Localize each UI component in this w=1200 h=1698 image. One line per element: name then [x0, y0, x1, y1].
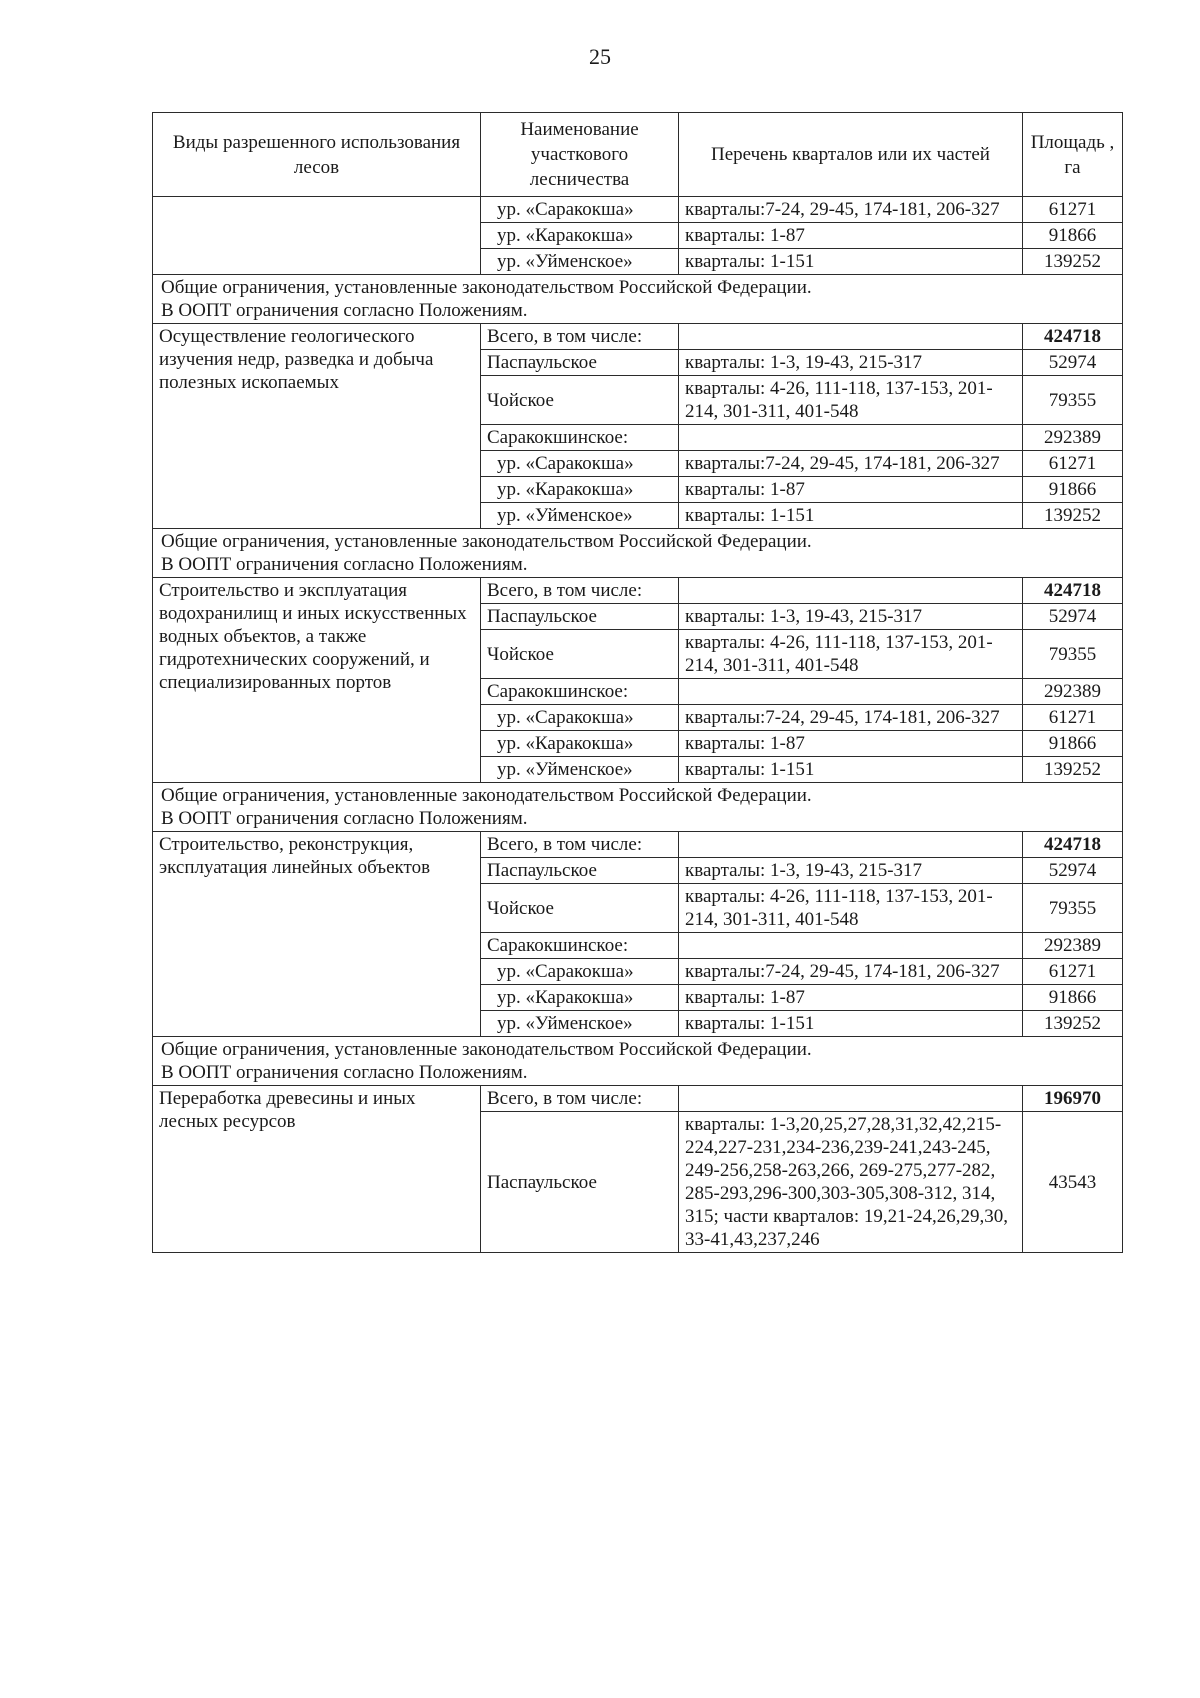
quarters-cell — [679, 425, 1023, 451]
area-cell: 79355 — [1023, 376, 1123, 425]
quarters-cell: кварталы:7-24, 29-45, 174-181, 206-327 — [679, 959, 1023, 985]
table-row — [153, 1086, 1123, 1112]
area-cell: 79355 — [1023, 884, 1123, 933]
note-row — [153, 783, 1123, 832]
forestry-cell: Саракокшинское: — [481, 933, 679, 959]
forestry-cell: ур. «Уйменское» — [481, 249, 679, 275]
area-cell: 139252 — [1023, 503, 1123, 529]
quarters-cell: кварталы: 1-87 — [679, 223, 1023, 249]
kind-cell — [153, 197, 481, 275]
area-cell: 91866 — [1023, 223, 1123, 249]
area-cell: 91866 — [1023, 477, 1123, 503]
quarters-cell: кварталы: 4-26, 111-118, 137-153, 201-214, 301-311, 401-548 — [679, 630, 1023, 679]
forestry-cell: Чойское — [481, 376, 679, 425]
quarters-cell: кварталы: 1-151 — [679, 1011, 1023, 1037]
note-cell — [153, 275, 1123, 324]
forest-use-table — [152, 112, 1123, 1253]
quarters-cell: кварталы:7-24, 29-45, 174-181, 206-327 — [679, 451, 1023, 477]
forestry-cell: Паспаульское — [481, 858, 679, 884]
quarters-cell — [679, 679, 1023, 705]
table-row — [153, 832, 1123, 858]
use-kind-cell: Строительство, реконструкция, эксплуатация линейных объектов — [153, 832, 481, 1037]
forestry-cell: ур. «Саракокша» — [481, 959, 679, 985]
note-general: Общие ограничения, установленные законодательством Российской Федерации. — [161, 1039, 812, 1060]
total-quarters-cell — [679, 578, 1023, 604]
header-area: Площадь , га — [1023, 113, 1123, 197]
note-oopt: В ООПТ ограничения согласно Положениям. — [161, 808, 528, 829]
area-cell: 79355 — [1023, 630, 1123, 679]
quarters-cell: кварталы: 4-26, 111-118, 137-153, 201-214, 301-311, 401-548 — [679, 884, 1023, 933]
area-cell: 52974 — [1023, 350, 1123, 376]
forestry-cell: Паспаульское — [481, 604, 679, 630]
forestry-cell: Паспаульское — [481, 1112, 679, 1253]
quarters-cell: кварталы: 1-3, 19-43, 215-317 — [679, 604, 1023, 630]
forestry-cell: ур. «Уйменское» — [481, 757, 679, 783]
area-cell: 292389 — [1023, 933, 1123, 959]
area-cell: 43543 — [1023, 1112, 1123, 1253]
area-cell: 292389 — [1023, 425, 1123, 451]
header-forestry: Наименование участкового лесничества — [481, 113, 679, 197]
total-quarters-cell — [679, 324, 1023, 350]
note-general: Общие ограничения, установленные законодательством Российской Федерации. — [161, 277, 812, 298]
note-general: Общие ограничения, установленные законодательством Российской Федерации. — [161, 531, 812, 552]
note-cell — [153, 1037, 1123, 1086]
quarters-cell: кварталы:7-24, 29-45, 174-181, 206-327 — [679, 705, 1023, 731]
quarters-cell: кварталы: 1-3,20,25,27,28,31,32,42,215-224,227-231,234-236,239-241,243-245, 249-256,258-263,266, 269-275,277-282, 285-293,296-300,303-305,308-312, 314, 315; части кварталов: 19,21-24,26,29,30, 33-41,43,237,246 — [679, 1112, 1023, 1253]
quarters-cell: кварталы: 1-151 — [679, 757, 1023, 783]
quarters-cell: кварталы:7-24, 29-45, 174-181, 206-327 — [679, 197, 1023, 223]
area-cell: 139252 — [1023, 1011, 1123, 1037]
page-number: 25 — [589, 44, 611, 69]
table-row — [153, 578, 1123, 604]
use-kind-cell: Переработка древесины и иных лесных ресурсов — [153, 1086, 481, 1253]
forestry-cell: Саракокшинское: — [481, 679, 679, 705]
quarters-cell: кварталы: 1-3, 19-43, 215-317 — [679, 350, 1023, 376]
forestry-cell: ур. «Каракокша» — [481, 477, 679, 503]
area-cell: 52974 — [1023, 858, 1123, 884]
total-quarters-cell — [679, 1086, 1023, 1112]
total-area-cell: 424718 — [1023, 832, 1123, 858]
note-general: Общие ограничения, установленные законодательством Российской Федерации. — [161, 785, 812, 806]
quarters-cell: кварталы: 1-151 — [679, 503, 1023, 529]
forestry-cell: ур. «Каракокша» — [481, 985, 679, 1011]
area-cell: 61271 — [1023, 197, 1123, 223]
area-cell: 61271 — [1023, 705, 1123, 731]
forestry-cell: Саракокшинское: — [481, 425, 679, 451]
total-label-cell: Всего, в том числе: — [481, 1086, 679, 1112]
table-body — [153, 197, 1123, 1253]
note-oopt: В ООПТ ограничения согласно Положениям. — [161, 554, 528, 575]
quarters-cell: кварталы: 1-87 — [679, 985, 1023, 1011]
area-cell: 292389 — [1023, 679, 1123, 705]
quarters-cell: кварталы: 1-87 — [679, 731, 1023, 757]
forestry-cell: ур. «Саракокша» — [481, 197, 679, 223]
area-cell: 61271 — [1023, 959, 1123, 985]
forestry-cell: ур. «Каракокша» — [481, 223, 679, 249]
note-row — [153, 1037, 1123, 1086]
total-label-cell: Всего, в том числе: — [481, 832, 679, 858]
quarters-cell: кварталы: 1-87 — [679, 477, 1023, 503]
forestry-cell: ур. «Уйменское» — [481, 1011, 679, 1037]
total-area-cell: 196970 — [1023, 1086, 1123, 1112]
table-row — [153, 197, 1123, 223]
forestry-cell: Паспаульское — [481, 350, 679, 376]
area-cell: 61271 — [1023, 451, 1123, 477]
area-cell: 91866 — [1023, 731, 1123, 757]
header-kind: Виды разрешенного использования лесов — [153, 113, 481, 197]
use-kind-cell: Строительство и эксплуатация водохранилищ и иных искусственных водных объектов, а также гидротехнических сооружений, и специализированных портов — [153, 578, 481, 783]
note-oopt: В ООПТ ограничения согласно Положениям. — [161, 1062, 528, 1083]
table-row — [153, 324, 1123, 350]
quarters-cell: кварталы: 4-26, 111-118, 137-153, 201-214, 301-311, 401-548 — [679, 376, 1023, 425]
table-header-row — [153, 113, 1123, 197]
forestry-cell: ур. «Саракокша» — [481, 451, 679, 477]
area-cell: 139252 — [1023, 249, 1123, 275]
total-area-cell: 424718 — [1023, 324, 1123, 350]
note-oopt: В ООПТ ограничения согласно Положениям. — [161, 300, 528, 321]
area-cell: 52974 — [1023, 604, 1123, 630]
note-row — [153, 275, 1123, 324]
quarters-cell: кварталы: 1-151 — [679, 249, 1023, 275]
area-cell: 139252 — [1023, 757, 1123, 783]
forestry-cell: ур. «Каракокша» — [481, 731, 679, 757]
forestry-cell: ур. «Саракокша» — [481, 705, 679, 731]
total-quarters-cell — [679, 832, 1023, 858]
total-area-cell: 424718 — [1023, 578, 1123, 604]
total-label-cell: Всего, в том числе: — [481, 578, 679, 604]
forestry-cell: ур. «Уйменское» — [481, 503, 679, 529]
use-kind-cell: Осуществление геологического изучения недр, разведка и добыча полезных ископаемых — [153, 324, 481, 529]
area-cell: 91866 — [1023, 985, 1123, 1011]
quarters-cell: кварталы: 1-3, 19-43, 215-317 — [679, 858, 1023, 884]
forestry-cell: Чойское — [481, 630, 679, 679]
note-row — [153, 529, 1123, 578]
note-cell — [153, 529, 1123, 578]
note-cell — [153, 783, 1123, 832]
quarters-cell — [679, 933, 1023, 959]
header-quarters: Перечень кварталов или их частей — [679, 113, 1023, 197]
forestry-cell: Чойское — [481, 884, 679, 933]
total-label-cell: Всего, в том числе: — [481, 324, 679, 350]
